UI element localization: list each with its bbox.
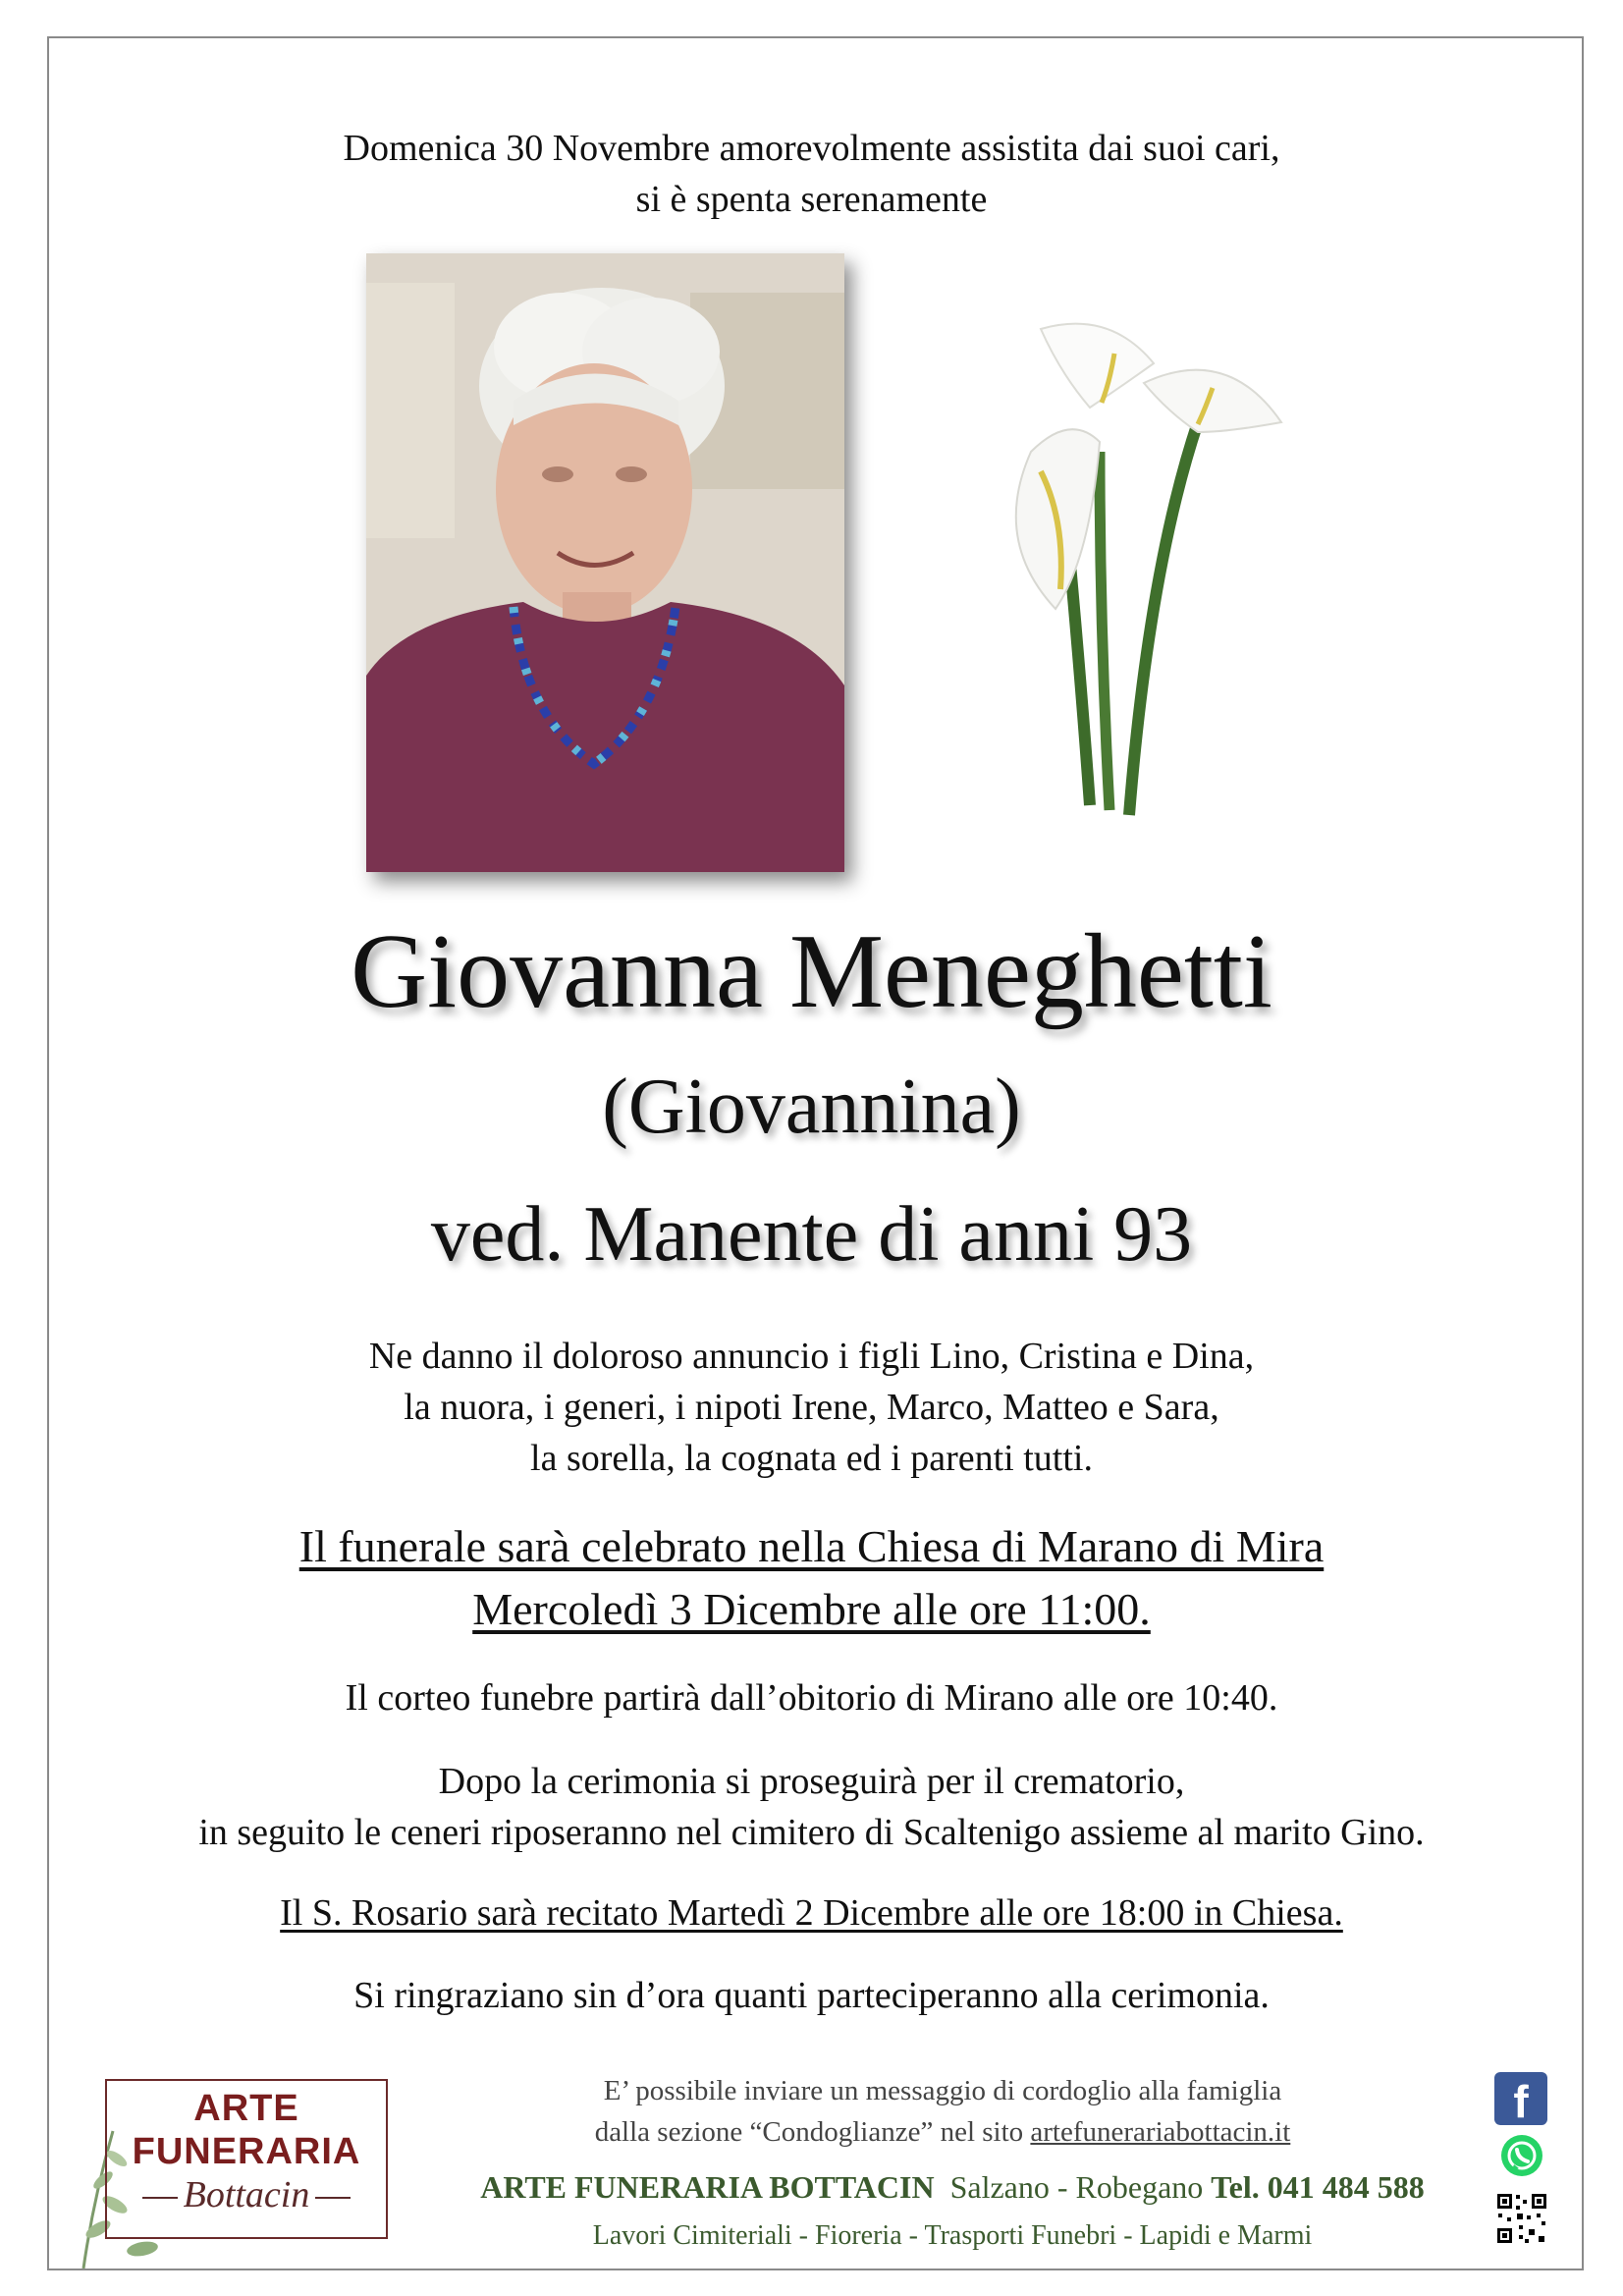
intro-line-2: si è spenta serenamente [635,179,988,220]
logo-line-3 [107,2173,386,2216]
announcement-line-2: la nuora, i generi, i nipoti Irene, Marco, Matteo e Sara, [404,1387,1219,1428]
deceased-nickname: (Giovannina) [602,1064,1021,1150]
intro-line-1: Domenica 30 Novembre amorevolmente assistita dai suoi cari, [343,128,1280,169]
qr-code-icon[interactable] [1495,2192,1548,2245]
condolence-line-1: E’ possibile inviare un messaggio di cordoglio alla famiglia [603,2075,1282,2106]
funeral-info [0,1515,1623,1641]
condolence-line-2 [530,2111,1355,2153]
announcement-line-3: la sorella, la cognata ed i parenti tutti. [530,1438,1093,1479]
facebook-icon[interactable]: f [1494,2072,1547,2125]
logo-line-2: FUNERARIA [132,2131,361,2172]
company-info [412,2165,1492,2209]
portrait-photo [366,253,844,872]
logo-line-1: ARTE [193,2088,299,2129]
corteo-info: Il corteo funebre partirà dall’obitorio di Mirano alle ore 10:40. [345,1677,1278,1719]
company-services: Lavori Cimiteriali - Fioreria - Trasporti Funebri - Lapidi e Marmi [592,2220,1313,2251]
company-phone: Tel. 041 484 588 [1211,2169,1425,2205]
announcement [0,1331,1623,1484]
condolence-message [530,2070,1355,2153]
ceremony-line-2: in seguito le ceneri riposeranno nel cimitero di Scaltenigo assieme al marito Gino. [198,1812,1425,1853]
company-locations: Salzano - Robegano [949,2169,1204,2205]
announcement-line-1: Ne danno il doloroso annuncio i figli Lino, Cristina e Dina, [368,1336,1255,1377]
company-name: ARTE FUNERARIA BOTTACIN [480,2169,935,2205]
deceased-details: ved. Manente di anni 93 [430,1191,1193,1278]
rosario-info: Il S. Rosario sarà recitato Martedì 2 Dicembre alle ore 18:00 in Chiesa. [280,1892,1343,1934]
ceremony-info [0,1756,1623,1858]
deceased-name: Giovanna Meneghetti [351,913,1272,1030]
calla-lily-illustration [972,314,1325,825]
logo-bottacin: Bottacin [183,2174,310,2215]
funeral-line-1: Il funerale sarà celebrato nella Chiesa di Marano di Mira [298,1521,1325,1571]
whatsapp-icon[interactable] [1499,2133,1544,2178]
ceremony-line-1: Dopo la cerimonia si proseguirà per il crematorio, [438,1761,1185,1802]
thanks-text: Si ringraziano sin d’ora quanti parteciperanno alla cerimonia. [353,1975,1270,2016]
website-link[interactable]: artefunerariabottacin.it [1030,2116,1291,2148]
portrait-illustration [366,253,844,872]
condolence-prefix: dalla sezione “Condoglianze” nel sito [594,2116,1031,2148]
intro-text [0,123,1623,225]
company-logo [105,2079,388,2239]
funeral-line-2: Mercoledì 3 Dicembre alle ore 11:00. [472,1584,1151,1634]
